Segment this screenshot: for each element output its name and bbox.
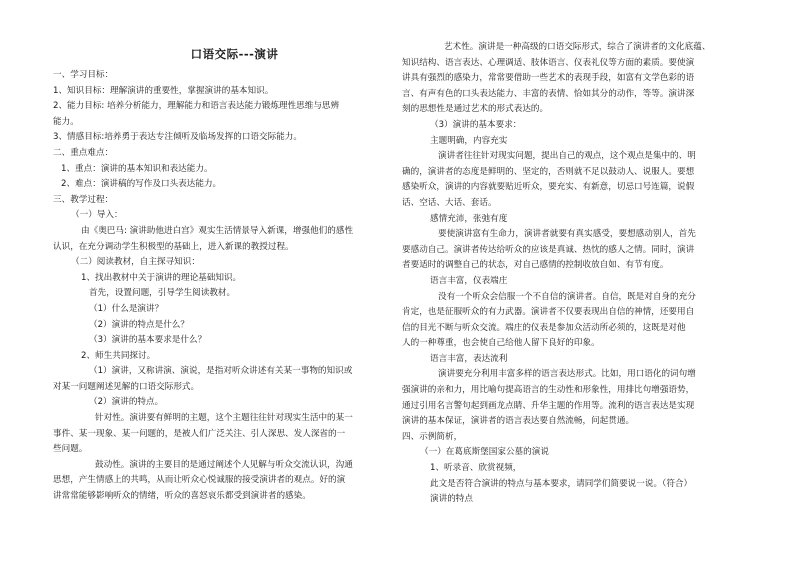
text-line: 感染听众，演讲的内容就要贴近听众，要充实、有新意，切忌口号连篇，说假 xyxy=(402,182,695,193)
text-line: 演讲的特点 xyxy=(430,494,473,505)
text-line: 知识结构、语言表达、心理调适、肢体语言、仪表礼仪等方面的素质。要使演 xyxy=(402,57,695,68)
text-line: （二）阅读教材，自主探寻知识： xyxy=(71,257,200,268)
text-line: 事件、某一现象、某一问题的，是被人们广泛关注、引人深思、发人深省的一 xyxy=(53,428,346,439)
text-line: 强演讲的亲和力，用比喻句提高语言的生动性和形象性，用排比句增强语势， xyxy=(402,385,695,396)
text-line: 一、学习目标： xyxy=(53,70,114,80)
text-line: 信的目光不断与听众交流。端庄的仪表是参加众活动所必须的，这既是对他 xyxy=(402,322,686,333)
right-column xyxy=(402,0,740,508)
text-line: （3）演讲的基本要求是什么？ xyxy=(89,335,207,346)
text-line: 要使演讲富有生命力，演讲者就要有真实感受，要想感动别人，首先 xyxy=(438,229,696,240)
text-line: 二、重点难点： xyxy=(53,147,114,158)
text-line: 艺术性。演讲是一种高级的口语交际形式，综合了演讲者的文化底蕴、 xyxy=(444,42,711,52)
text-line: 讲具有强烈的感染力，常常要借助一些艺术的表现手段，如富有文学色彩的语 xyxy=(402,73,695,84)
text-line: （2）演讲的特点是什么？ xyxy=(89,319,189,330)
text-line: （一）在葛底斯堡国家公墓的演说 xyxy=(420,447,549,458)
left-text-block xyxy=(53,68,388,505)
text-line: 首先，设置问题，引导学生阅读教材。 xyxy=(89,288,236,299)
text-line: 通过引用名言警句起到画龙点睛、升华主题的作用等。流利的语言表达是实现 xyxy=(402,400,695,411)
text-line: 肯定，也是征服听众的有力武器。演讲者不仅要表现出自信的神情，还要用自 xyxy=(402,307,695,318)
text-line: 演讲者往往针对现实问题，提出自己的观点，这个观点是集中的、明 xyxy=(438,151,696,162)
text-line: （3）演讲的基本要求： xyxy=(430,119,522,130)
text-line: 能力。 xyxy=(53,116,79,127)
text-line: 1、听录音、欣赏视频， xyxy=(430,463,522,474)
text-line: 思想，产生情感上的共鸣，从而让听众心悦诚服的接受演讲者的观点。好的演 xyxy=(53,475,346,486)
text-line: 者要适时的调整自己的状态，对自己感情的控制收放自如、有节有度。 xyxy=(402,260,669,271)
document-title: 口语交际---演讲 xyxy=(190,47,279,61)
right-text-block xyxy=(402,40,740,508)
text-line: 确的，演讲者的态度是鲜明的、坚定的，否则就不足以鼓动人、说服人。要想 xyxy=(402,166,695,177)
text-line: 2、能力目标: 培养分析能力，理解能力和语言表达能力锻炼理性思维与思辨 xyxy=(53,101,340,112)
text-line: 语言丰富，仪表端庄 xyxy=(430,275,508,286)
text-line: 讲常常能够影响听众的情绪，听众的喜怒哀乐都受到演讲者的感染。 xyxy=(53,491,311,502)
text-line: （2）演讲的特点。 xyxy=(89,397,164,408)
text-line: 鼓动性。演讲的主要目的是通过阐述个人见解与听众交流认识，沟通 xyxy=(95,459,353,470)
text-line: 刻的思想性是通过艺术的形式表达的。 xyxy=(402,104,549,115)
text-line: 三、教学过程： xyxy=(53,194,114,205)
text-line: （1）什么是演讲？ xyxy=(89,303,164,314)
text-line: 人的一种尊重，也会使自己给他人留下良好的印象。 xyxy=(402,338,600,349)
text-line: 2、师生共同探讨。 xyxy=(81,350,156,361)
text-line: 主题明确，内容充实 xyxy=(430,135,508,146)
text-line: 语言丰富，表达流利 xyxy=(430,353,508,364)
text-line: 认识，在充分调动学生积极型的基础上，进入新课的教授过程。 xyxy=(53,241,294,252)
text-line: 些问题。 xyxy=(53,444,88,455)
text-line: 1、知识目标：理解演讲的重要性，掌握演讲的基本知识。 xyxy=(53,85,274,96)
text-line: 要感动自己。演讲者传达给听众的应该是真诚、热忱的感人之情。同时，演讲 xyxy=(402,244,695,255)
text-line: 3、情感目标:培养勇于表达专注倾听及临场发挥的口语交际能力。 xyxy=(53,132,302,143)
text-line: 针对性。演讲要有鲜明的主题，这个主题往往针对现实生活中的某一 xyxy=(95,413,353,424)
text-line: 1、重点：演讲的基本知识和表达能力。 xyxy=(61,163,213,174)
text-line: 1、找出教材中关于演讲的理论基础知识。 xyxy=(81,272,242,283)
text-line: （1）演讲，又称讲演、演说，是指对听众讲述有关某一事物的知识或 xyxy=(89,366,353,377)
text-line: 四、示例简析， xyxy=(402,431,463,442)
text-line: 演讲要充分利用丰富多样的语言表达形式。比如，用口语化的词句增 xyxy=(438,369,696,380)
text-line: （一）导入： xyxy=(71,210,123,221)
text-line: 对某一问题阐述见解的口语交际形式。 xyxy=(53,381,200,392)
text-line: 演讲的基本保证，演讲者的语言表达要自然流畅，问起贯通。 xyxy=(402,416,635,427)
text-line: 感情充沛，张弛有度 xyxy=(430,213,508,224)
left-column xyxy=(53,0,388,505)
text-line: 2、难点：演讲稿的写作及口头表达能力。 xyxy=(61,179,222,190)
text-line: 没有一个听众会信服一个不自信的演讲者。自信，既是对自身的充分 xyxy=(438,291,696,302)
text-line: 由《奥巴马: 演讲助他进白宫》观实生活情景导入新课，增强他们的感性 xyxy=(81,225,354,236)
text-line: 此文是否符合演讲的特点与基本要求，请同学们简要说一说。（符合） xyxy=(430,478,693,489)
text-line: 话、空话、大话、套话。 xyxy=(402,197,497,208)
text-line: 言、有声有色的口头表达能力、丰富的表情、恰如其分的动作，等等。演讲深 xyxy=(402,88,695,99)
